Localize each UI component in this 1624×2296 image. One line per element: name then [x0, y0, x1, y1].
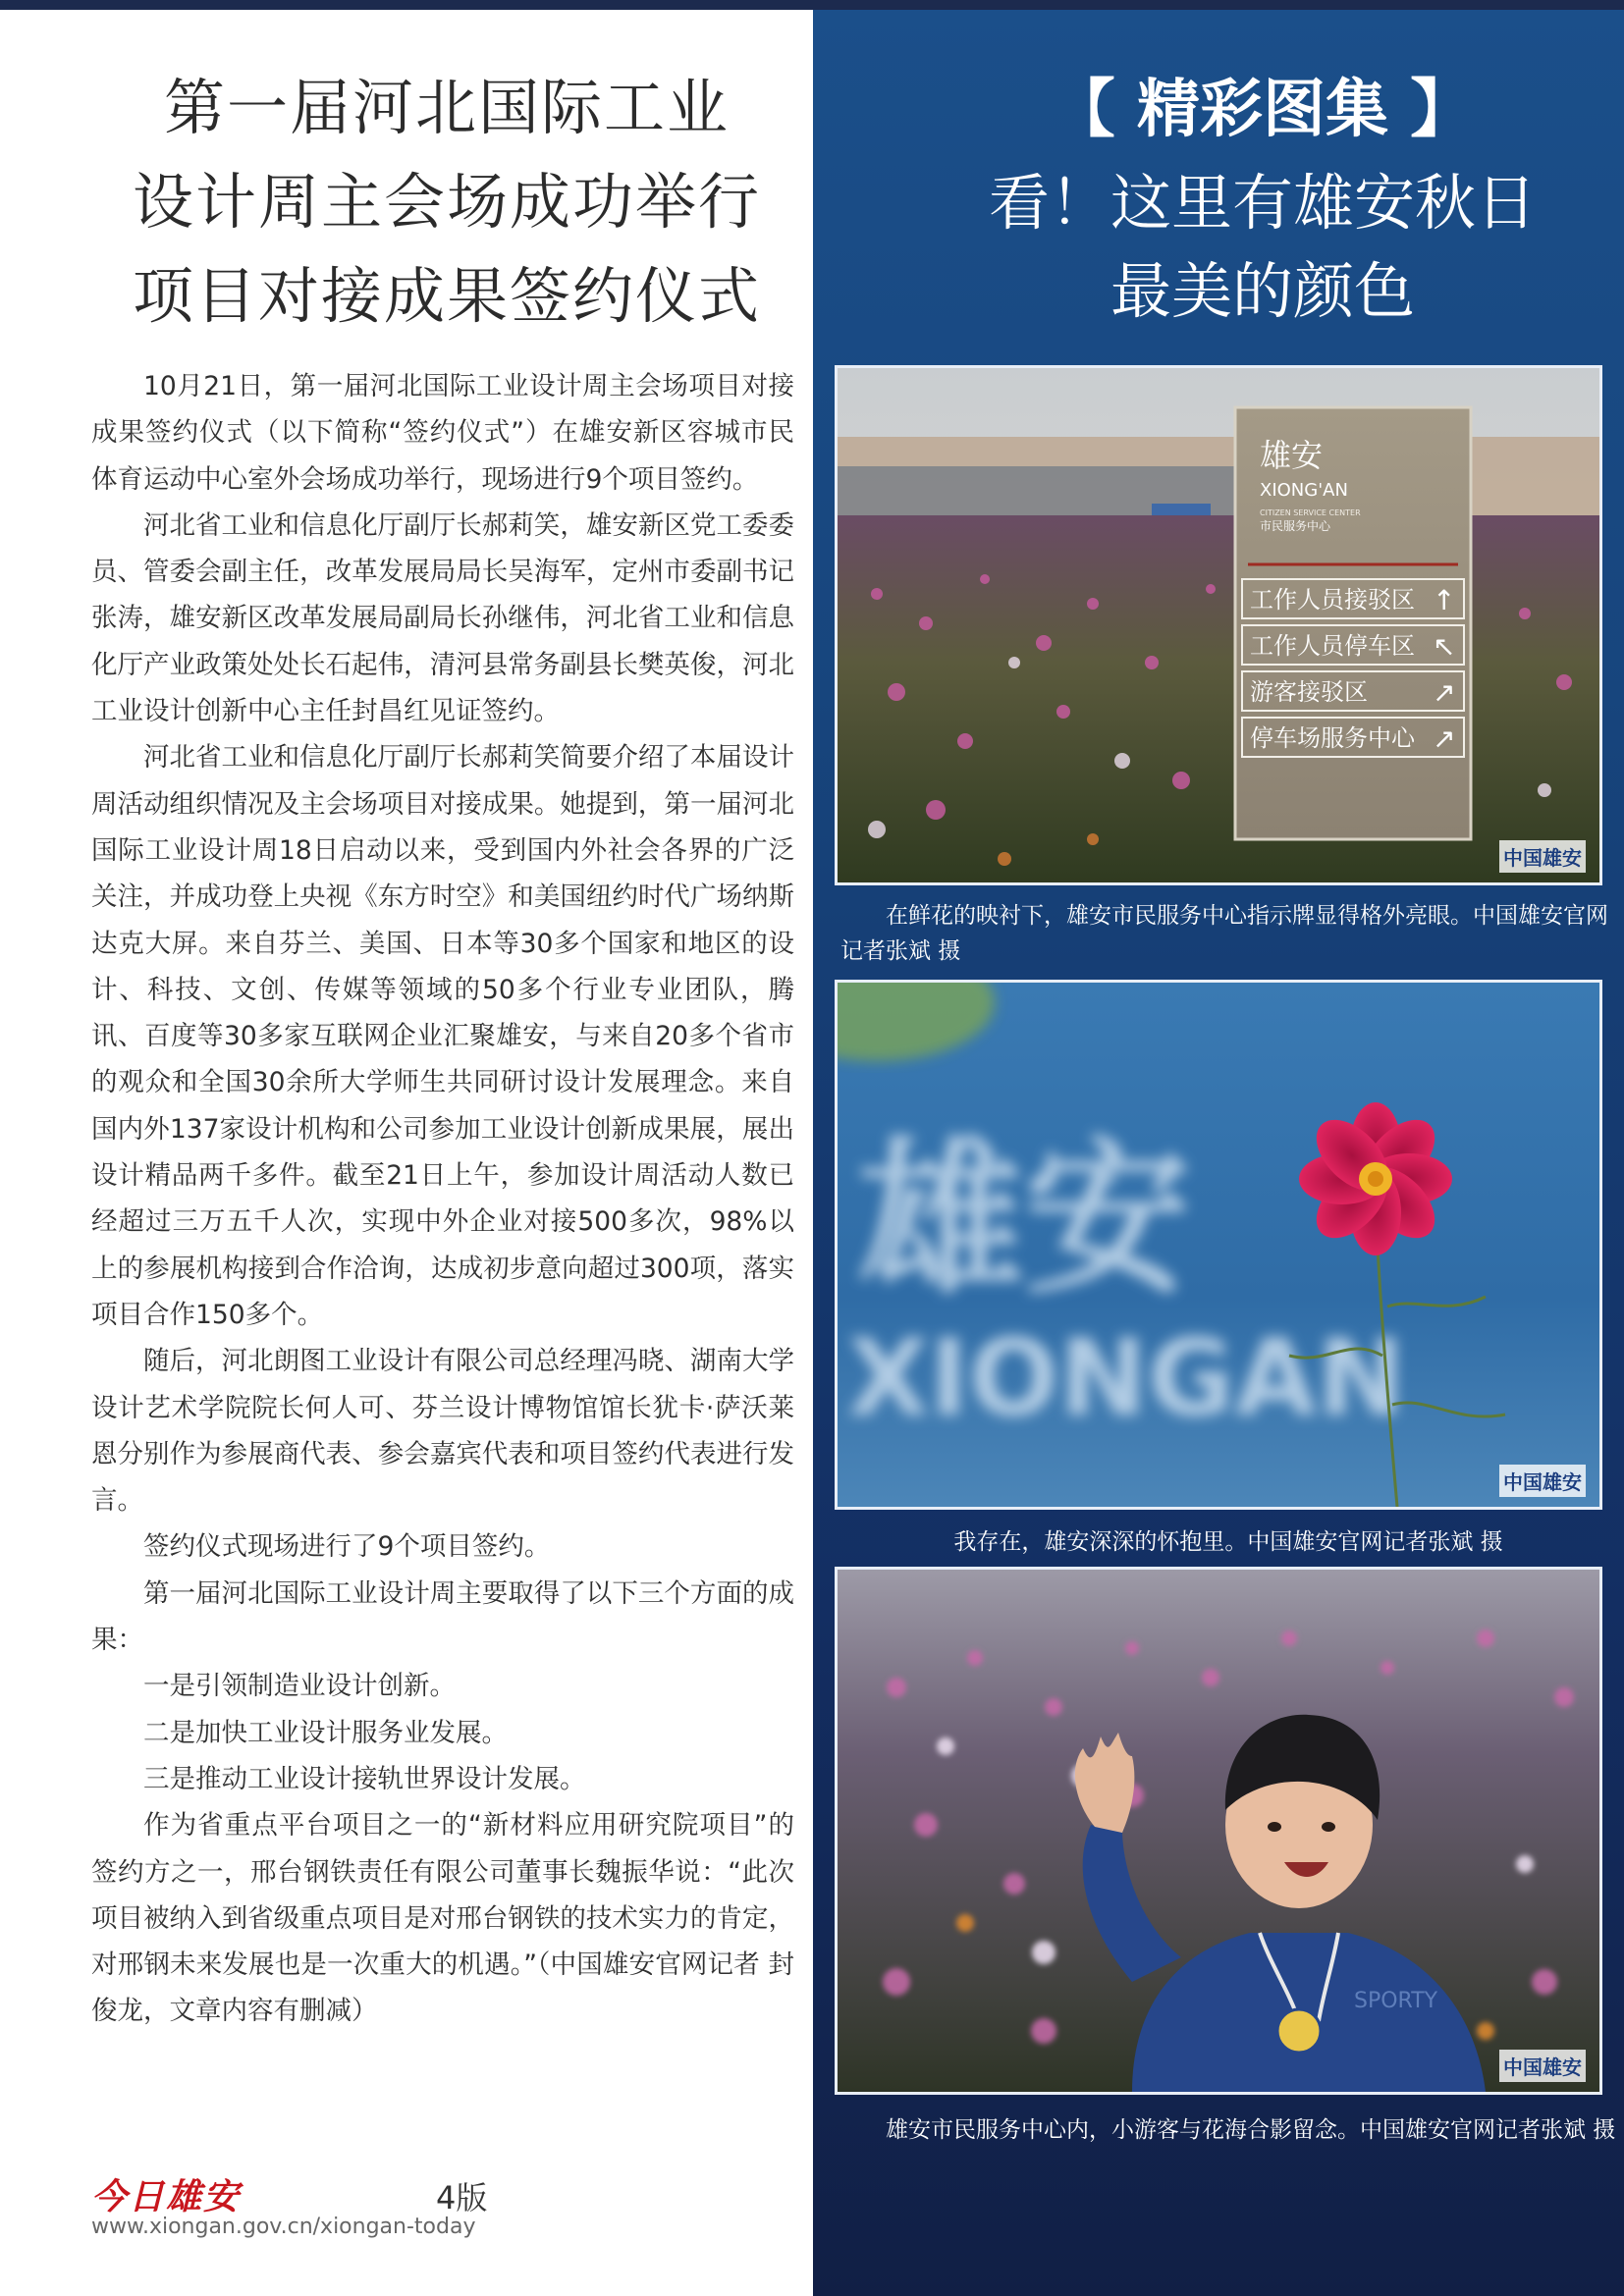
- sign-sub-en: CITIZEN SERVICE CENTER: [1260, 508, 1361, 517]
- gallery-title-line: 最美的颜色: [1110, 255, 1415, 327]
- publication-logo: 今日雄安: [91, 2176, 242, 2217]
- photo-sign[interactable]: [835, 365, 1602, 885]
- photo-caption: 在鲜花的映衬下，雄安市民服务中心指示牌显得格外亮眼。中国雄安官网记者张斌 摄: [840, 903, 1608, 964]
- sign-name-cn: 雄安: [1260, 437, 1324, 474]
- watermark-logo: 中国雄安: [1499, 1465, 1586, 1497]
- article-paragraph: 三是推动工业设计接轨世界设计发展。: [143, 1763, 586, 1794]
- top-bar: [0, 0, 1624, 10]
- photo-child[interactable]: [835, 1567, 1602, 2095]
- article-title-line: 第一届河北国际工业: [163, 72, 730, 143]
- article-paragraph: 一是引领制造业设计创新。: [143, 1671, 456, 1702]
- sign-row: 游客接驳区: [1250, 678, 1368, 706]
- photo-caption: 我存在，雄安深深的怀抱里。中国雄安官网记者张斌 摄: [953, 1529, 1503, 1555]
- article-paragraph: 10月21日，第一届河北国际工业设计周主会场项目对接成果签约仪式（以下简称“签约仪式”）在雄安新区容城市民体育运动中心室外会场成功举行，现场进行9个项目签约。: [91, 371, 794, 495]
- page-number: 4版: [436, 2179, 488, 2216]
- gallery-tag: 【 精彩图集 】: [1052, 74, 1474, 146]
- sign-sub-cn: 市民服务中心: [1260, 519, 1331, 533]
- sign-name-en: XIONG'AN: [1260, 480, 1348, 501]
- sign-arrow: ↑: [1433, 584, 1456, 616]
- article-paragraph: 河北省工业和信息化厅副厅长郝莉笑简要介绍了本届设计周活动组织情况及主会场项目对接成果。她提到，第一届河北国际工业设计周18日启动以来，受到国内外社会各界的广泛关注，并成功登上央视《东方时空》和美国纽约时代广场纳斯达克大屏。来自芬兰、美国、日本等30多个国家和地区的设计、科技、文创、传媒等领域的50多个行业专业团队，腾讯、百度等30多家互联网企业汇聚雄安，与来自20多个省市的观众和全国30余所大学师生共同研讨设计发展理念。来自国内外137家设计机构和公司参加工业设计创新成果展，展出设计精品两千多件。截至21日上午，参加设计周活动人数已经超过三万五千人次，实现中外企业对接500多次，98%以上的参展机构接到合作洽询，达成初步意向超过300项，落实项目合作150多个。: [91, 742, 794, 1330]
- sign-row: 工作人员停车区: [1250, 632, 1415, 660]
- article-title: [59, 61, 835, 344]
- shirt-text: SPORTY: [1354, 1989, 1438, 2013]
- photo-sign-image: [838, 368, 1599, 882]
- photo-flower-image: [838, 983, 1599, 1507]
- blurred-sign-en: XIONGAN: [847, 1317, 1406, 1440]
- watermark-logo: 中国雄安: [1499, 840, 1586, 873]
- article-title-line: 项目对接成果签约仪式: [132, 260, 761, 332]
- article-title-line: 设计周主会场成功举行: [132, 166, 761, 238]
- photo-child-image: [838, 1570, 1599, 2092]
- blurred-sign-cn: 雄安: [857, 1123, 1192, 1317]
- gallery-header: [899, 61, 1624, 336]
- article-paragraph: 河北省工业和信息化厅副厅长郝莉笑，雄安新区党工委委员、管委会副主任，改革发展局局长吴海军，定州市委副书记张涛，雄安新区改革发展局副局长孙继伟，河北省工业和信息化厅产业政策处处长石起伟，清河县常务副县长樊英俊，河北工业设计创新中心主任封昌红见证签约。: [91, 509, 794, 727]
- sign-arrow: ↗: [1433, 722, 1456, 755]
- photo-caption: 雄安市民服务中心内，小游客与花海合影留念。中国雄安官网记者张斌 摄: [886, 2117, 1616, 2143]
- gallery-title-line: 看！这里有雄安秋日: [988, 167, 1537, 239]
- sign-arrow: ↗: [1433, 676, 1456, 709]
- footer-url[interactable]: www.xiongan.gov.cn/xiongan-today: [91, 2215, 476, 2239]
- article-paragraph: 第一届河北国际工业设计周主要取得了以下三个方面的成果：: [91, 1577, 794, 1656]
- sign-arrow: ↖: [1433, 630, 1456, 663]
- sign-row: 工作人员接驳区: [1250, 586, 1415, 614]
- article-paragraph: 随后，河北朗图工业设计有限公司总经理冯晓、湖南大学设计艺术学院院长何人可、芬兰设计博物馆馆长犹卡·萨沃莱恩分别作为参展商代表、参会嘉宾代表和项目签约代表进行发言。: [91, 1346, 794, 1517]
- gallery-column: [813, 10, 1624, 2296]
- article-body: [91, 363, 794, 2035]
- article-paragraph: 二是加快工业设计服务业发展。: [143, 1717, 508, 1748]
- article-column: [0, 10, 813, 2296]
- sign-row: 停车场服务中心: [1250, 724, 1415, 752]
- photo-flower[interactable]: [835, 980, 1602, 1510]
- article-paragraph: 签约仪式现场进行了9个项目签约。: [143, 1531, 551, 1563]
- article-paragraph: 作为省重点平台项目之一的“新材料应用研究院项目”的签约方之一，邢台钢铁责任有限公司董事长魏振华说：“此次项目被纳入到省级重点项目是对邢台钢铁的技术实力的肯定，对邢钢未来发展也是一次重大的机遇。”（中国雄安官网记者 封俊龙，文章内容有删减）: [91, 1810, 794, 2027]
- watermark-logo: 中国雄安: [1499, 2050, 1586, 2082]
